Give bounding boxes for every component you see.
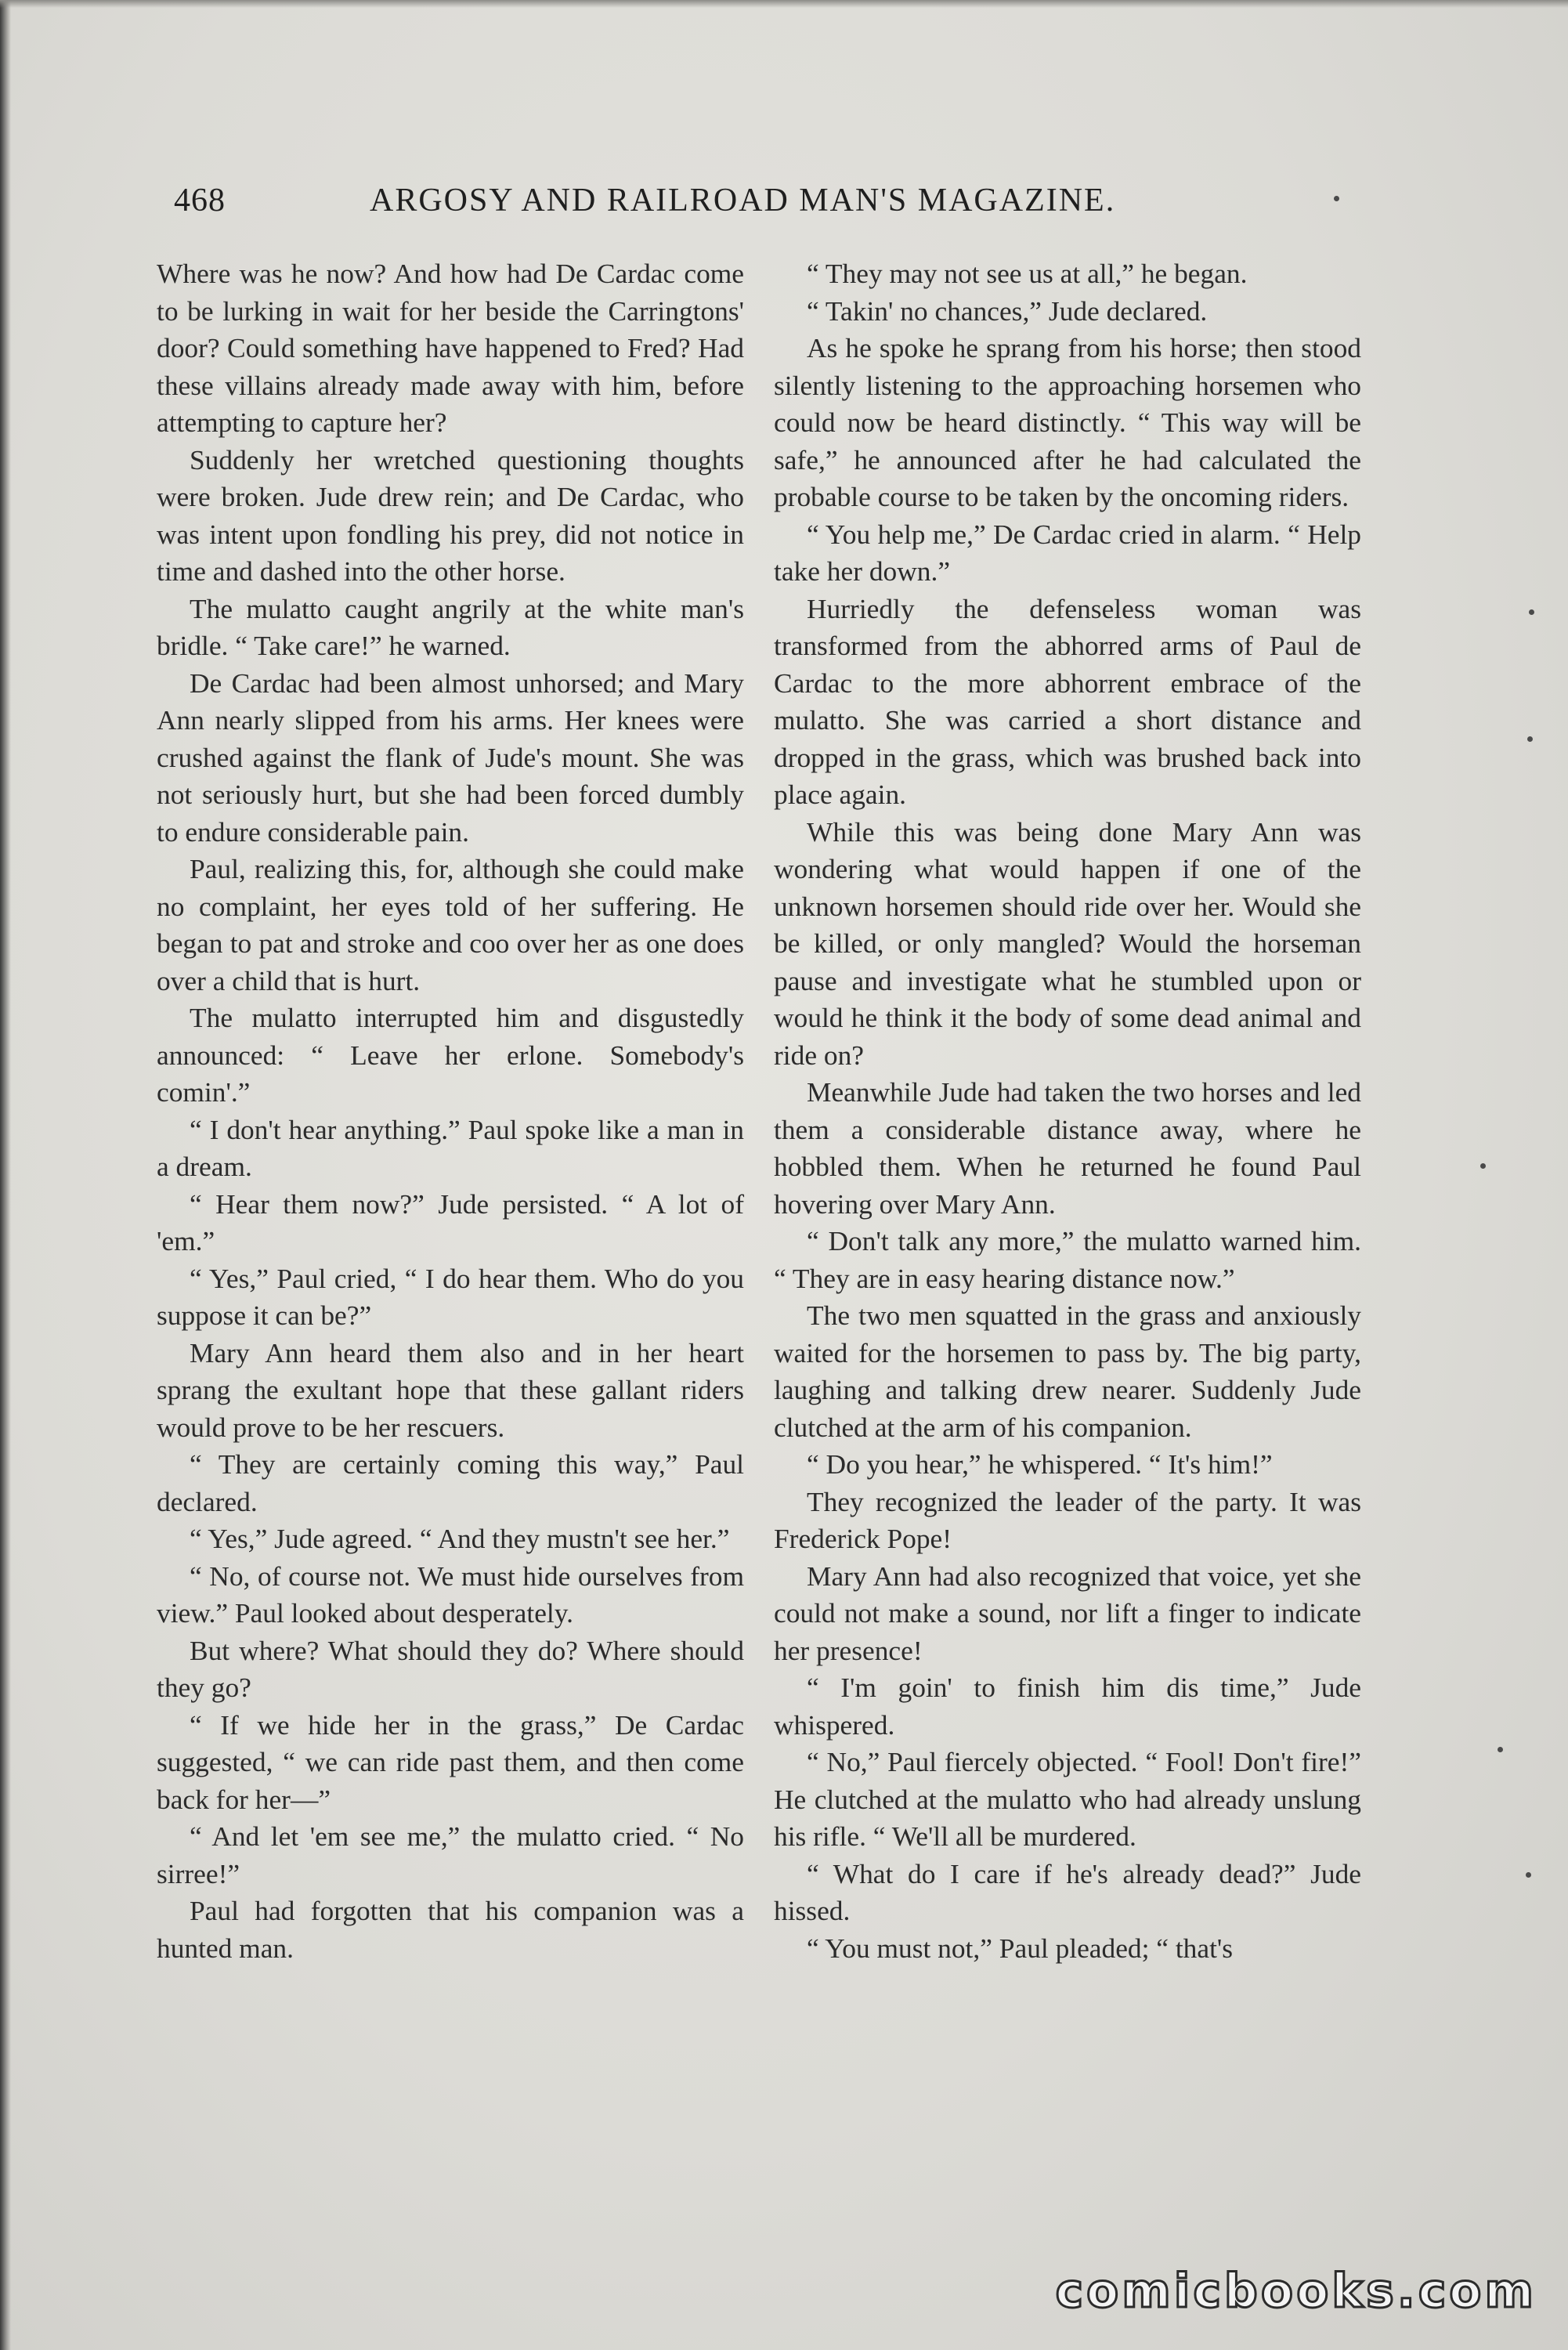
- paragraph: “ Hear them now?” Jude persisted. “ A lot of 'em.”: [157, 1188, 744, 1256]
- paragraph: While this was being done Mary Ann was wondering what would happen if one of the unknown horsemen should ride over her. Would she be killed, or only mangled? Would the horseman pause and investigate what he stumbled upon or would he think it the body of some dead animal and ride on?: [774, 815, 1361, 1071]
- magazine-title: ARGOSY AND RAILROAD MAN'S MAGAZINE.: [370, 183, 1116, 219]
- paragraph: “ Yes,” Jude agreed. “ And they mustn't see her.”: [190, 1523, 730, 1554]
- paper-speck: [1527, 736, 1533, 742]
- left-column: [157, 255, 744, 1967]
- paragraph: Where was he now? And how had De Cardac come to be lurking in wait for her beside the Carringtons' door? Could something have happened to Fred? Had these villains already made away with him, before attempting to capture her?: [157, 258, 744, 438]
- paragraph: Hurriedly the defenseless woman was transformed from the abhorred arms of Paul de Cardac to the more abhorrent embrace of the mulatto. She was carried a short distance and dropped in the grass, which was brushed back into place again.: [774, 592, 1361, 810]
- running-header: [174, 182, 1380, 237]
- paragraph: Paul, realizing this, for, although she could make no complaint, her eyes told of her suffering. He began to pat and stroke and coo over her as one does over a child that is hurt.: [157, 853, 744, 996]
- paper-speck: [1480, 1163, 1486, 1169]
- paragraph: “ No,” Paul fiercely objected. “ Fool! Don't fire!” He clutched at the mulatto who had already unslung his rifle. “ We'll all be murdered.: [774, 1746, 1361, 1852]
- page-binding-edge: [0, 0, 11, 2350]
- paragraph: They recognized the leader of the party. It was Frederick Pope!: [774, 1485, 1361, 1554]
- paragraph: Paul had forgotten that his companion was a hunted man.: [157, 1895, 744, 1964]
- paragraph: “ And let 'em see me,” the mulatto cried. “ No sirree!”: [157, 1820, 744, 1889]
- paragraph: “ They may not see us at all,” he began.: [807, 258, 1248, 289]
- paragraph: Suddenly her wretched questioning thoughts were broken. Jude drew rein; and De Cardac, who was intent upon fondling his prey, did not notice in time and dashed into the other horse.: [157, 443, 744, 587]
- paper-speck: [1334, 196, 1339, 201]
- paragraph: The mulatto caught angrily at the white man's bridle. “ Take care!” he warned.: [157, 592, 744, 661]
- paragraph: “ They are certainly coming this way,” Paul declared.: [157, 1448, 744, 1517]
- paper-speck: [1529, 609, 1534, 615]
- paragraph: “ Yes,” Paul cried, “ I do hear them. Who do you suppose it can be?”: [157, 1262, 744, 1331]
- paragraph: The two men squatted in the grass and anxiously waited for the horsemen to pass by. The big party, laughing and talking drew nearer. Suddenly Jude clutched at the arm of his companion.: [774, 1300, 1361, 1443]
- paragraph: “ No, of course not. We must hide ourselves from view.” Paul looked about desperately.: [157, 1560, 744, 1629]
- paragraph: “ I don't hear anything.” Paul spoke like a man in a dream.: [157, 1113, 744, 1182]
- site-watermark: comicbooks.com: [1055, 2264, 1537, 2319]
- paragraph: “ Do you hear,” he whispered. “ It's him!”: [807, 1448, 1273, 1480]
- paragraph: The mulatto interrupted him and disgustedly announced: “ Leave her erlone. Somebody's comin'.”: [157, 1002, 744, 1108]
- paragraph: As he spoke he sprang from his horse; then stood silently listening to the approaching horsemen who could now be heard distinctly. “ This way will be safe,” he announced after he had calculated the probable course to be taken by the oncoming riders.: [774, 332, 1361, 512]
- paragraph: “ You help me,” De Cardac cried in alarm. “ Help take her down.”: [774, 518, 1361, 587]
- paragraph: De Cardac had been almost unhorsed; and Mary Ann nearly slipped from his arms. Her knees were crushed against the flank of Jude's mount. She was not seriously hurt, but she had been forced dumbly to endure considerable pain.: [157, 667, 744, 848]
- paragraph: Mary Ann heard them also and in her heart sprang the exultant hope that these gallant riders would prove to be her rescuers.: [157, 1336, 744, 1443]
- page-top-edge: [0, 0, 1568, 8]
- paragraph: “ Takin' no chances,” Jude declared.: [807, 295, 1208, 327]
- paragraph: “ You must not,” Paul pleaded; “ that's: [807, 1932, 1234, 1964]
- paragraph: “ What do I care if he's already dead?” Jude hissed.: [774, 1857, 1361, 1926]
- right-column: [774, 255, 1361, 1967]
- paper-speck: [1526, 1872, 1531, 1878]
- paragraph: Meanwhile Jude had taken the two horses and led them a considerable distance away, where he hobbled them. When he returned he found Paul hovering over Mary Ann.: [774, 1076, 1361, 1220]
- paragraph: But where? What should they do? Where should they go?: [157, 1634, 744, 1703]
- paper-speck: [1498, 1747, 1503, 1752]
- paragraph: Mary Ann had also recognized that voice, yet she could not make a sound, nor lift a finger to indicate her presence!: [774, 1560, 1361, 1666]
- page-number: 468: [174, 183, 226, 219]
- paragraph: “ Don't talk any more,” the mulatto warned him. “ They are in easy hearing distance now.”: [774, 1225, 1361, 1294]
- paragraph: “ I'm goin' to finish him dis time,” Jude whispered.: [774, 1672, 1361, 1741]
- paragraph: “ If we hide her in the grass,” De Cardac suggested, “ we can ride past them, and then come back for her—”: [157, 1708, 744, 1815]
